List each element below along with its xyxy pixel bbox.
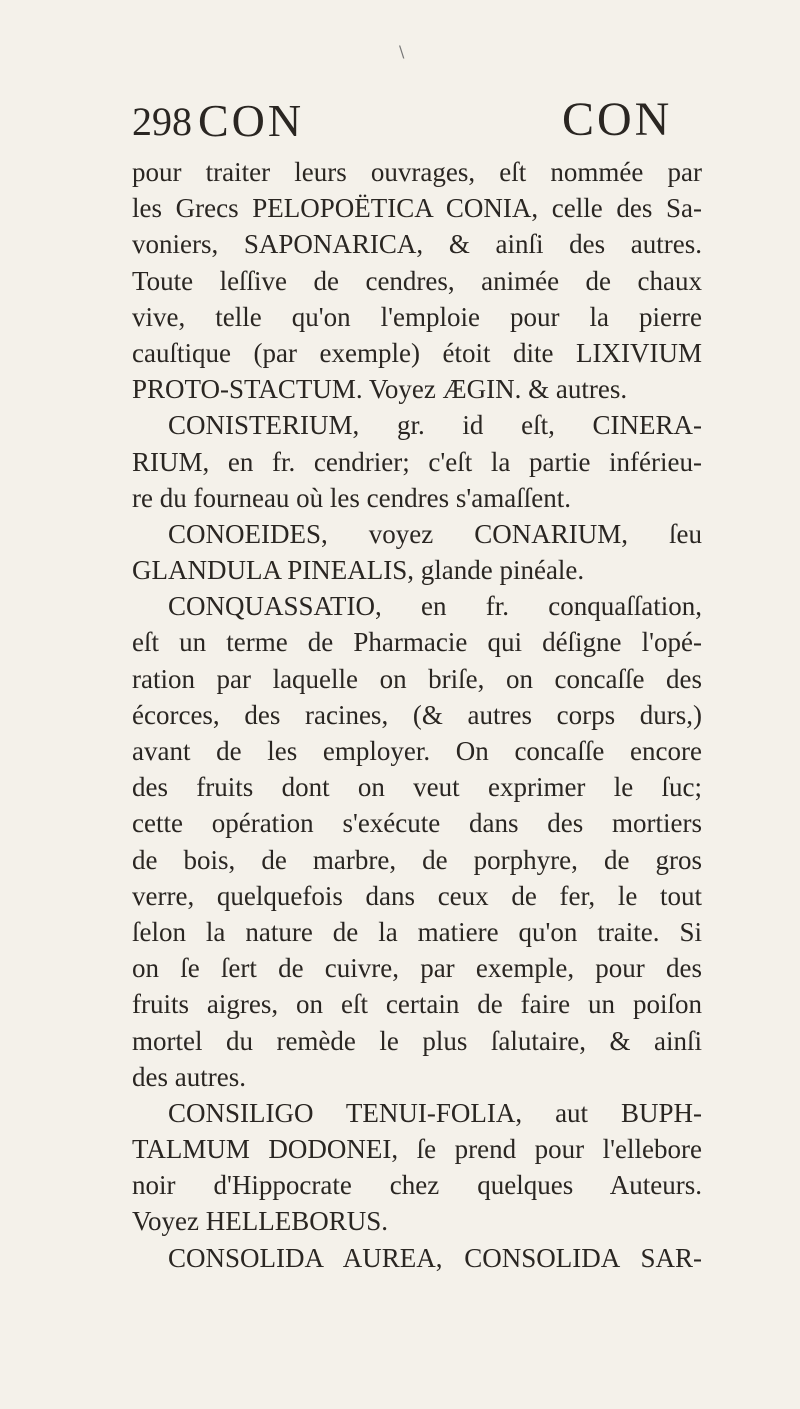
text-line: verre, quelquefois dans ceux de fer, le tout (132, 880, 702, 911)
running-header (130, 92, 700, 152)
text-line: ration par laquelle on briſe, on concaſſe des (132, 663, 702, 694)
text-line: ſelon la nature de la matiere qu'on traite. Si (132, 916, 702, 947)
text-line: re du fourneau où les cendres s'amaſſent. (132, 482, 571, 513)
text-line: voniers, SAPONARICA, & ainſi des autres. (132, 229, 702, 260)
text-line: des fruits dont on veut exprimer le ſuc; (132, 772, 702, 803)
text-line: pour traiter leurs ouvrages, eſt nommée par (132, 157, 702, 187)
entry-heading-line: CONISTERIUM, gr. id eſt, CINERA- (168, 410, 702, 441)
text-line: de bois, de marbre, de porphyre, de gros (132, 844, 702, 875)
text-line: fruits aigres, on eſt certain de faire un poiſon (132, 989, 702, 1020)
text-line: avant de les employer. On concaſſe encore (132, 736, 702, 766)
text-line: PROTO-STACTUM. Voyez ÆGIN. & autres. (132, 374, 628, 405)
text-line: noir d'Hippocrate chez quelques Auteurs. (132, 1170, 702, 1201)
text-line: cette opération s'exécute dans des mortiers (132, 808, 702, 839)
page-number: 298 (132, 99, 192, 144)
text-line: GLANDULA PINEALIS, glande pinéale. (132, 555, 585, 586)
text-line: eſt un terme de Pharmacie qui déſigne l'opé- (132, 627, 702, 658)
text-line: mortel du remède le plus ſalutaire, & ainſi (132, 1025, 702, 1056)
text-line: les Grecs PELOPOËTICA CONIA, celle des Sa- (132, 193, 702, 224)
entry-heading-line: CONOEIDES, voyez CONARIUM, ſeu (168, 518, 702, 549)
text-line: Voyez HELLEBORUS. (132, 1206, 388, 1237)
text-line: écorces, des racines, (& autres corps durs,) (132, 699, 702, 730)
text-line: vive, telle qu'on l'emploie pour la pierre (132, 301, 702, 332)
header-right: CON (562, 93, 673, 146)
entry-heading-line: CONQUASSATIO, en fr. conquaſſation, (168, 591, 702, 622)
entry-heading-line: CONSOLIDA AUREA, CONSOLIDA SAR- (168, 1242, 702, 1273)
text-line: TALMUM DODONEI, ſe prend pour l'ellebore (132, 1134, 702, 1165)
text-line: Toute leſſive de cendres, animée de chaux (132, 265, 702, 296)
text-line: RIUM, en fr. cendrier; c'eſt la partie inférieu- (132, 446, 702, 477)
text-line: des autres. (132, 1061, 246, 1092)
header-left: CON (198, 95, 305, 146)
dictionary-text (132, 154, 702, 1276)
text-line: on ſe ſert de cuivre, par exemple, pour des (132, 953, 702, 984)
text-line: cauſtique (par exemple) étoit dite LIXIVIUM (132, 337, 702, 368)
entry-heading-line: CONSILIGO TENUI-FOLIA, aut BUPH- (168, 1097, 702, 1128)
page-mark: \ (399, 42, 405, 61)
